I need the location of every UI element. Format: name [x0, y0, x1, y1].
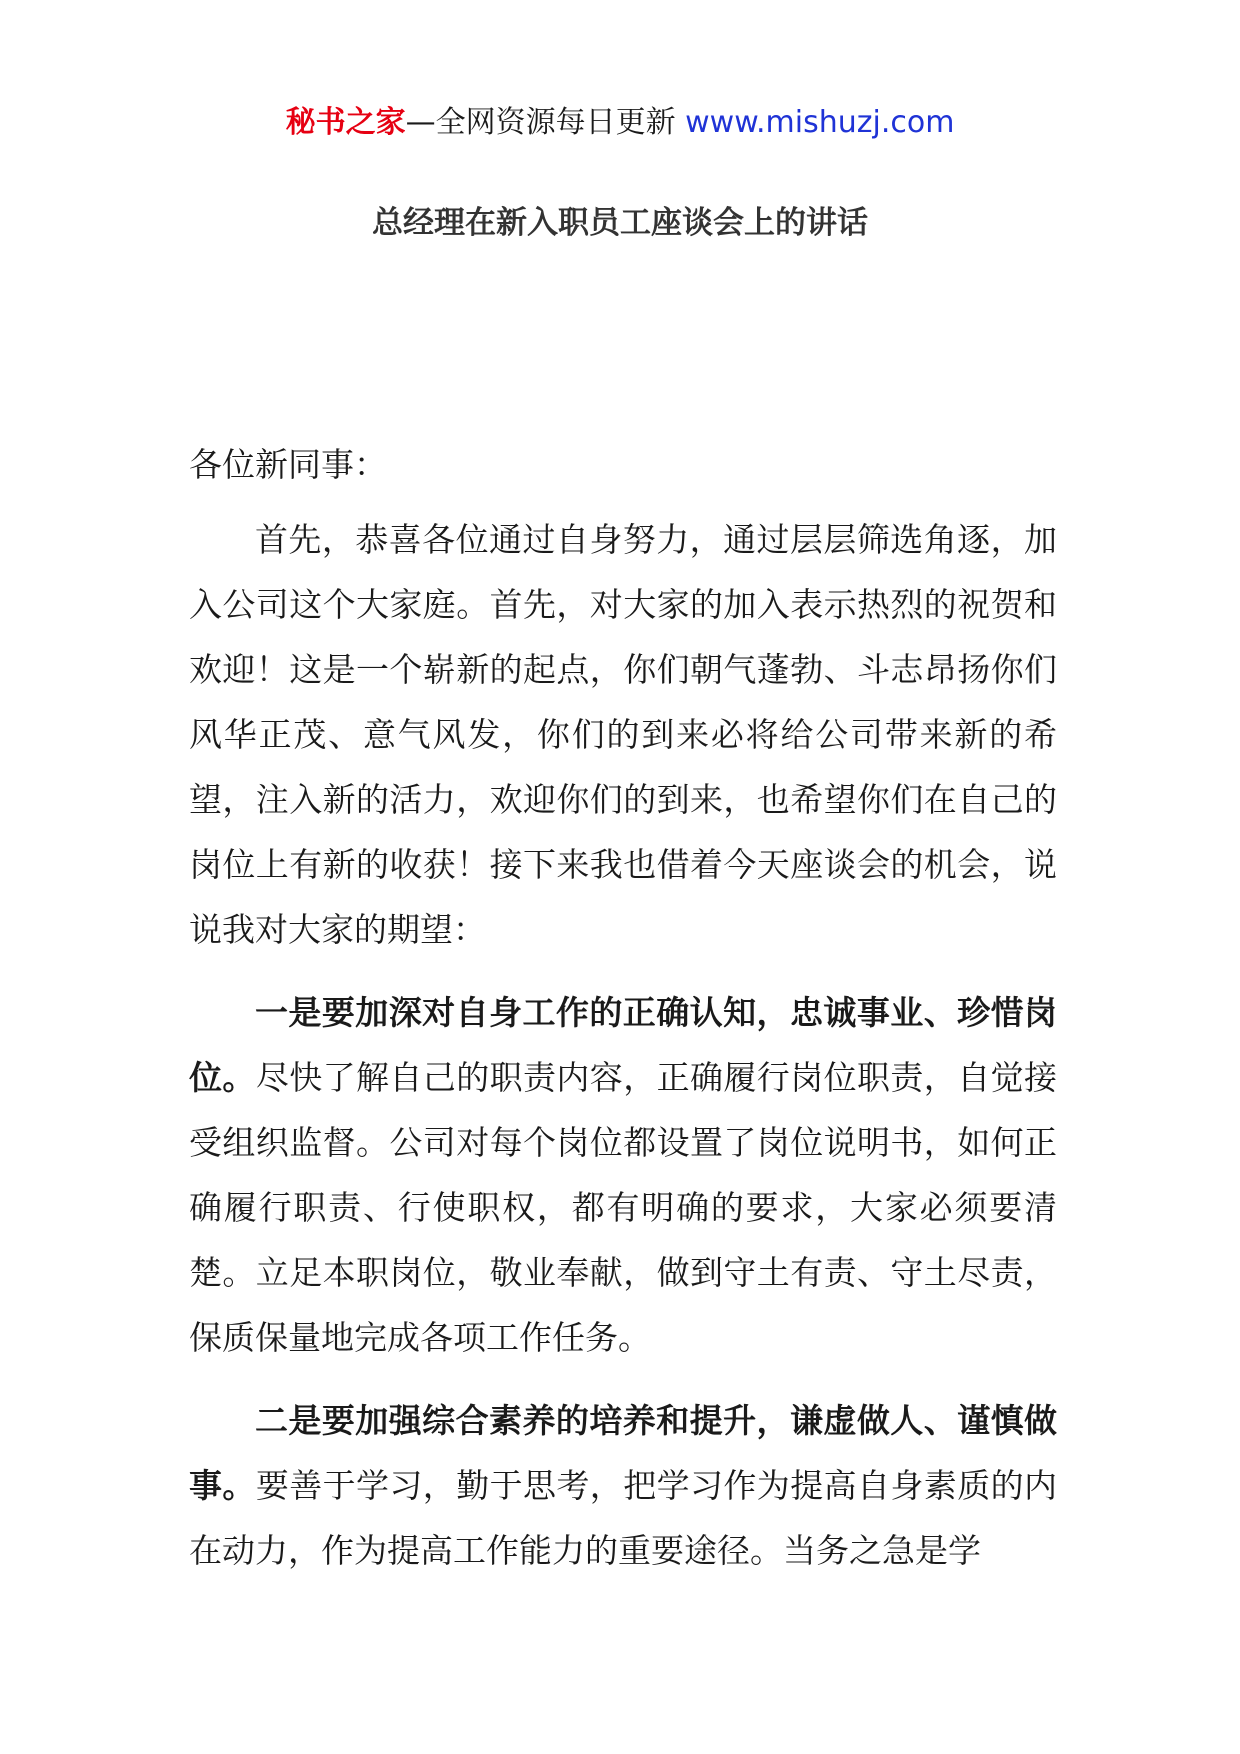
paragraph-text: 要善于学习，勤于思考，把学习作为提高自身素质的内在动力，作为提高工作能力的重要途径。当务之急是学 [189, 1466, 1058, 1570]
brand-name: 秘书之家 [285, 105, 406, 140]
salutation: 各位新同事： [189, 445, 387, 484]
paragraph-lead: 一是要加深对自身工作的正确认知，忠诚事业、珍惜岗位。 [189, 993, 1057, 1097]
document-title: 总经理在新入职员工座谈会上的讲话 [372, 205, 868, 241]
paragraph-text: 尽快了解自己的职责内容，正确履行岗位职责，自觉接受组织监督。公司对每个岗位都设置了岗位说明书，如何正确履行职责、行使职权，都有明确的要求，大家必须要清楚。立足本职岗位，敬业奉献，做到守土有责、守土尽责，保质保量地完成各项工作任务。 [189, 1058, 1058, 1357]
document-body [189, 432, 1057, 1601]
paragraph-lead: 二是要加强综合素养的培养和提升，谦虚做人、谨慎做事。 [189, 1401, 1057, 1505]
header-slogan: —全网资源每日更新 [405, 105, 676, 140]
paragraph-text: 首先，恭喜各位通过自身努力，通过层层筛选角逐，加入公司这个大家庭。首先，对大家的加入表示热烈的祝贺和欢迎！这是一个崭新的起点，你们朝气蓬勃、斗志昂扬你们风华正茂、意气风发，你们的到来必将给公司带来新的希望，注入新的活力，欢迎你们的到来，也希望你们在自己的岗位上有新的收获！接下来我也借着今天座谈会的机会，说说我对大家的期望： [189, 520, 1057, 949]
site-url-link[interactable]: www.mishuzj.com [685, 105, 955, 140]
paragraph-intro [189, 507, 1057, 962]
paragraph-point-one [189, 980, 1057, 1370]
site-header [0, 98, 1240, 148]
paragraph-point-two [189, 1388, 1057, 1583]
